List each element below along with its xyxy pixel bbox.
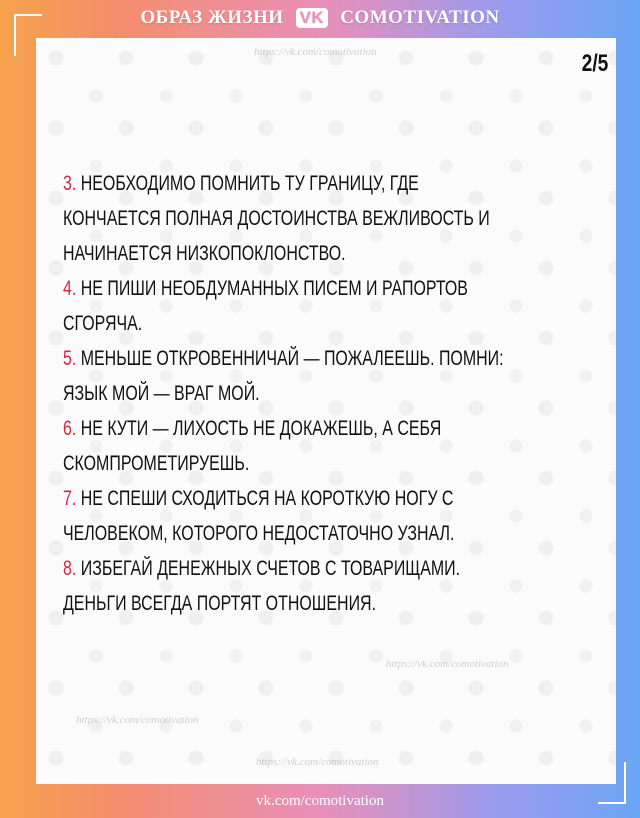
text-line [63, 481, 477, 516]
line-text: НЕ ПИШИ НЕОБДУМАННЫХ ПИСЕМ И РАПОРТОВ [76, 277, 468, 300]
text-line [63, 271, 477, 306]
item-number: 3. [63, 172, 77, 195]
watermark-text: https://vk.com/comotivation [76, 714, 199, 726]
header-right-text: COMOTIVATION [340, 7, 500, 28]
text-line [63, 376, 477, 411]
watermark-text: https://vk.com/comotivation [386, 658, 509, 670]
quote-card [36, 38, 616, 784]
item-number: 4. [63, 277, 77, 300]
footer-link[interactable]: vk.com/comotivation [256, 792, 384, 809]
text-line [63, 446, 477, 481]
line-text: НАЧИНАЕТСЯ НИЗКОПОКЛОНСТВО. [63, 242, 346, 265]
line-text: СГОРЯЧА. [63, 312, 143, 335]
vk-logo-icon: VK [296, 8, 329, 28]
line-text: ЯЗЫК МОЙ — ВРАГ МОЙ. [63, 382, 260, 405]
text-line [63, 516, 477, 551]
line-text: ДЕНЬГИ ВСЕГДА ПОРТЯТ ОТНОШЕНИЯ. [63, 592, 377, 615]
advice-list [63, 166, 608, 621]
line-text: МЕНЬШЕ ОТКРОВЕННИЧАЙ — ПОЖАЛЕЕШЬ. ПОМНИ: [76, 347, 504, 370]
item-number: 6. [63, 417, 77, 440]
header-left-text: ОБРАЗ ЖИЗНИ [140, 7, 284, 28]
header-bar [0, 0, 640, 36]
text-line [63, 551, 477, 586]
text-line [63, 201, 490, 236]
item-number: 8. [63, 557, 77, 580]
item-number: 5. [63, 347, 77, 370]
text-line [63, 306, 477, 341]
watermark-text: https://vk.com/comotivation [254, 46, 377, 58]
watermark-text: https://vk.com/comotivation [256, 756, 379, 768]
item-number: 7. [63, 487, 77, 510]
text-line [63, 411, 477, 446]
line-text: ЧЕЛОВЕКОМ, КОТОРОГО НЕДОСТАТОЧНО УЗНАЛ. [63, 522, 455, 545]
line-text: НЕ КУТИ — ЛИХОСТЬ НЕ ДОКАЖЕШЬ, А СЕБЯ [76, 417, 442, 440]
line-text: КОНЧАЕТСЯ ПОЛНАЯ ДОСТОИНСТВА ВЕЖЛИВОСТЬ И [63, 207, 490, 230]
line-text: ИЗБЕГАЙ ДЕНЕЖНЫХ СЧЕТОВ С ТОВАРИЩАМИ. [76, 557, 461, 580]
footer-bar [0, 784, 640, 818]
text-line [63, 341, 504, 376]
line-text: НЕ СПЕШИ СХОДИТЬСЯ НА КОРОТКУЮ НОГУ С [76, 487, 454, 510]
text-line [63, 166, 477, 201]
page-counter: 2/5 [581, 50, 608, 77]
line-text: СКОМПРОМЕТИРУЕШЬ. [63, 452, 250, 475]
line-text: НЕОБХОДИМО ПОМНИТЬ ТУ ГРАНИЦУ, ГДЕ [76, 172, 419, 195]
text-line [63, 586, 477, 621]
text-line [63, 236, 477, 271]
